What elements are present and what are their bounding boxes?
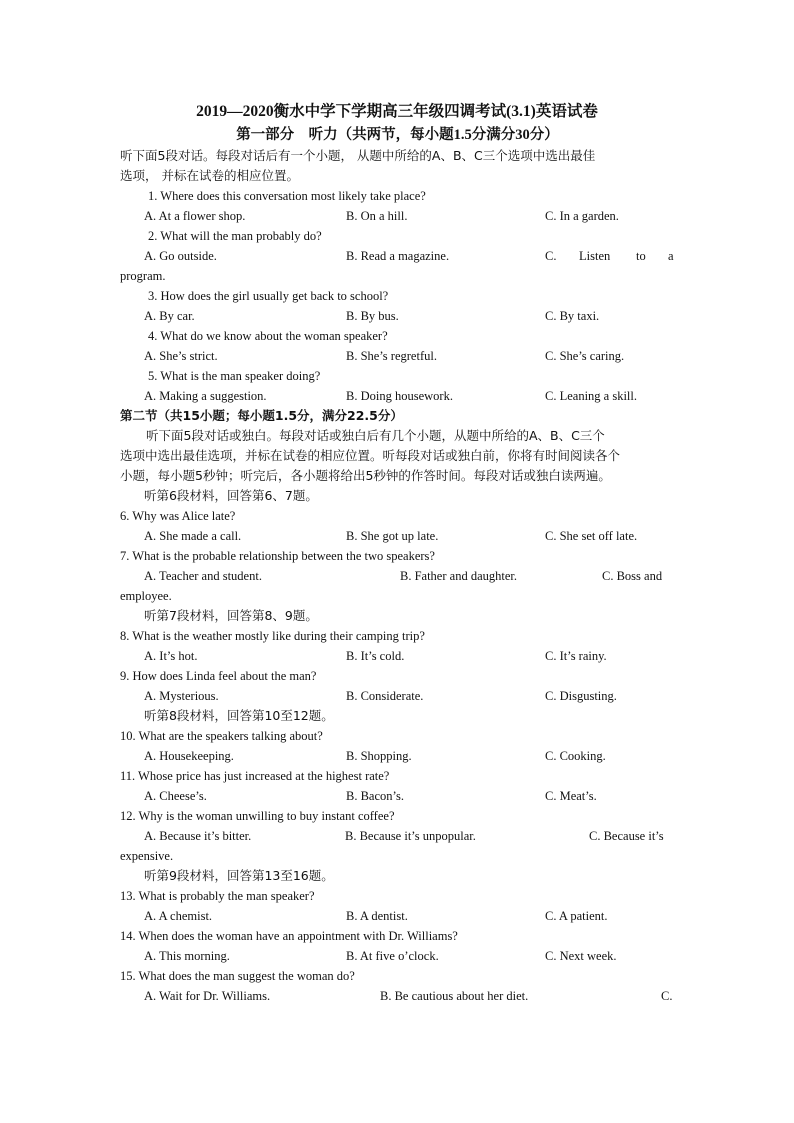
part-one-heading: 第一部分 听力（共两节，每小题1.5分满分30分） — [236, 127, 559, 143]
option-c: C. It’s rainy. — [545, 649, 607, 663]
section1-instruction-cont: 选项， 并标在试卷的相应位置。 — [120, 168, 299, 183]
section2-heading: 第二节（共15小题；每小题1.5分，满分22.5分） — [120, 408, 403, 423]
question-13: 13. What is probably the man speaker? — [120, 889, 315, 903]
option-a: A. Go outside. — [144, 249, 217, 263]
material-8-label: 听第8段材料，回答第10至12题。 — [144, 708, 334, 723]
options-13 — [120, 906, 675, 926]
options-12 — [120, 826, 675, 846]
option-c: C. — [661, 989, 673, 1003]
option-c: C. Meat’s. — [545, 789, 597, 803]
exam-page — [120, 100, 675, 1006]
options-5 — [120, 386, 675, 406]
question-2: 2. What will the man probably do? — [148, 229, 322, 243]
option-a: A. It’s hot. — [144, 649, 198, 663]
question-1: 1. Where does this conversation most likely take place? — [148, 189, 426, 203]
option-b: B. It’s cold. — [346, 649, 405, 663]
option-c: C. Because it’s — [589, 829, 664, 843]
material-7-label: 听第7段材料，回答第8、9题。 — [144, 608, 318, 623]
options-6 — [120, 526, 675, 546]
option-a: A. A chemist. — [144, 909, 213, 923]
question-7: 7. What is the probable relationship between the two speakers? — [120, 549, 435, 563]
options-14 — [120, 946, 675, 966]
options-3 — [120, 306, 675, 326]
option-c: C. — [545, 249, 557, 263]
option-a: A. Making a suggestion. — [144, 389, 267, 403]
option-a: A. At a flower shop. — [144, 209, 246, 223]
option-a: A. Housekeeping. — [144, 749, 234, 763]
options-4 — [120, 346, 675, 366]
option-b: B. She got up late. — [346, 529, 439, 543]
option-b: B. On a hill. — [346, 209, 408, 223]
option-b: B. Bacon’s. — [346, 789, 404, 803]
section2-instruction-cont: 小题，每小题5秒钟；听完后，各小题将给出5秒钟的作答时间。每段对话或独白读两遍。 — [120, 468, 611, 483]
option-b: B. Father and daughter. — [400, 569, 517, 583]
option-c: C. Leaning a skill. — [545, 389, 637, 403]
option-c-word: Listen — [579, 249, 611, 263]
section2-instruction-cont: 选项中选出最佳选项，并标在试卷的相应位置。听每段对话或独白前，你将有时间阅读各个 — [120, 448, 621, 463]
question-4: 4. What do we know about the woman speaker? — [148, 329, 388, 343]
question-5: 5. What is the man speaker doing? — [148, 369, 321, 383]
option-b: B. Doing housework. — [346, 389, 453, 403]
question-11: 11. Whose price has just increased at the highest rate? — [120, 769, 390, 783]
option-a: A. By car. — [144, 309, 195, 323]
option-c: C. By taxi. — [545, 309, 600, 323]
options-11 — [120, 786, 675, 806]
option-c-continued: program. — [120, 269, 166, 283]
question-10: 10. What are the speakers talking about? — [120, 729, 323, 743]
option-c: C. She’s caring. — [545, 349, 625, 363]
option-b: B. By bus. — [346, 309, 399, 323]
option-c: C. She set off late. — [545, 529, 638, 543]
question-15: 15. What does the man suggest the woman do? — [120, 969, 355, 983]
option-a: A. Mysterious. — [144, 689, 219, 703]
option-c-word: a — [668, 249, 674, 263]
option-a: A. She made a call. — [144, 529, 242, 543]
option-c: C. Boss and — [602, 569, 663, 583]
exam-title: 2019—2020衡水中学下学期高三年级四调考试(3.1)英语试卷 — [196, 103, 598, 120]
material-9-label: 听第9段材料，回答第13至16题。 — [144, 868, 334, 883]
question-9: 9. How does Linda feel about the man? — [120, 669, 317, 683]
option-b: B. At five o’clock. — [346, 949, 439, 963]
option-c: C. A patient. — [545, 909, 608, 923]
option-b: B. Shopping. — [346, 749, 412, 763]
option-a: A. She’s strict. — [144, 349, 218, 363]
option-b: B. She’s regretful. — [346, 349, 437, 363]
options-8 — [120, 646, 675, 666]
option-c: C. Next week. — [545, 949, 617, 963]
option-c-word: to — [636, 249, 646, 263]
question-14: 14. When does the woman have an appointment with Dr. Williams? — [120, 929, 458, 943]
question-8: 8. What is the weather mostly like during their camping trip? — [120, 629, 425, 643]
options-2 — [120, 246, 675, 266]
options-9 — [120, 686, 675, 706]
option-c: C. In a garden. — [545, 209, 619, 223]
option-b: B. Read a magazine. — [346, 249, 450, 263]
question-6: 6. Why was Alice late? — [120, 509, 236, 523]
section1-instruction: 听下面5段对话。每段对话后有一个小题， 从题中所给的A、B、C三个选项中选出最佳 — [120, 148, 596, 163]
options-7 — [120, 566, 675, 586]
options-1 — [120, 206, 675, 226]
option-a: A. Because it’s bitter. — [144, 829, 252, 843]
options-10 — [120, 746, 675, 766]
option-b: B. Because it’s unpopular. — [345, 829, 476, 843]
question-3: 3. How does the girl usually get back to school? — [148, 289, 389, 303]
option-a: A. Wait for Dr. Williams. — [144, 989, 271, 1003]
material-6-label: 听第6段材料，回答第6、7题。 — [144, 488, 318, 503]
options-15 — [120, 986, 675, 1006]
option-c-continued: employee. — [120, 589, 172, 603]
section2-instruction: 听下面5段对话或独白。每段对话或独白后有几个小题，从题中所给的A、B、C三个 — [146, 428, 605, 443]
option-a: A. Teacher and student. — [144, 569, 262, 583]
option-c-continued: expensive. — [120, 849, 174, 863]
question-12: 12. Why is the woman unwilling to buy instant coffee? — [120, 809, 395, 823]
option-b: B. Considerate. — [346, 689, 424, 703]
option-b: B. Be cautious about her diet. — [380, 989, 529, 1003]
option-b: B. A dentist. — [346, 909, 408, 923]
option-a: A. This morning. — [144, 949, 230, 963]
option-c: C. Cooking. — [545, 749, 606, 763]
option-a: A. Cheese’s. — [144, 789, 207, 803]
option-c: C. Disgusting. — [545, 689, 617, 703]
